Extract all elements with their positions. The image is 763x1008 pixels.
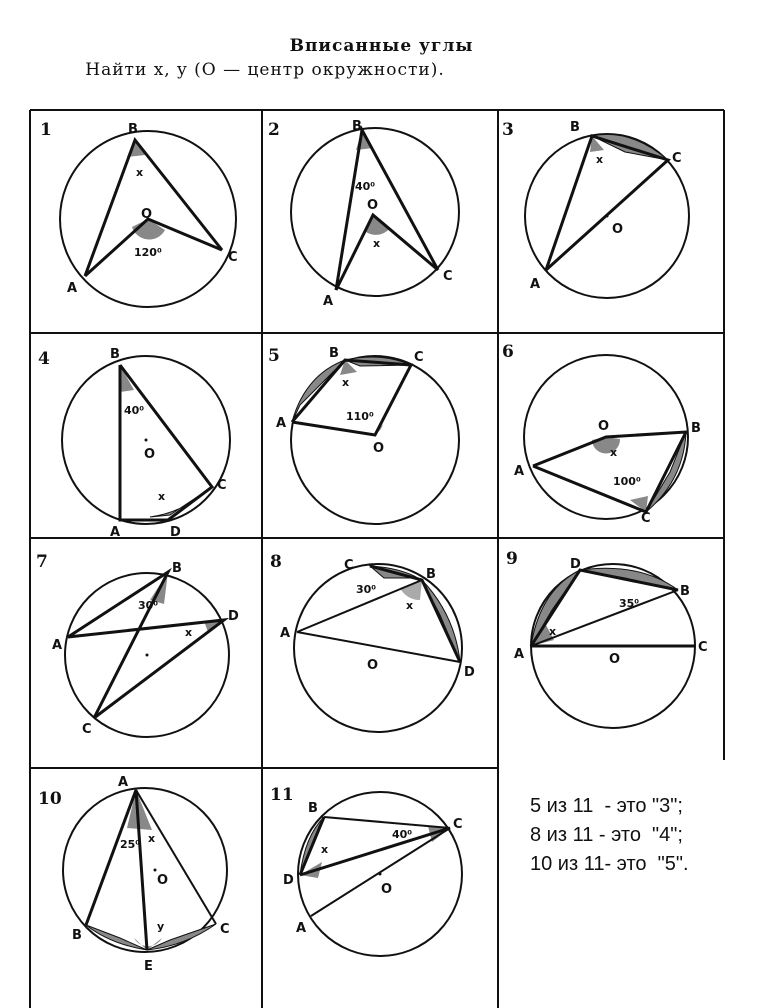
figure-2 — [268, 119, 459, 309]
angle-x-label: x — [342, 376, 350, 389]
vertex-label-b: B — [128, 122, 138, 137]
given-angle-label: 120⁰ — [134, 246, 162, 259]
vertex-label-d: D — [570, 557, 581, 572]
given-angle-label: 40⁰ — [355, 180, 376, 193]
vertex-label-a: A — [323, 294, 334, 309]
figure-1 — [40, 120, 238, 307]
vertex-label-a: A — [530, 277, 541, 292]
center-label-o: O — [144, 447, 156, 462]
vertex-label-c: C — [453, 817, 463, 832]
grading-note: 5 из 11 - это "3"; — [530, 795, 683, 817]
figure-number: 2 — [268, 120, 280, 140]
given-angle-label: 40⁰ — [392, 828, 413, 841]
vertex-label-c: C — [443, 269, 453, 284]
figure-9 — [506, 549, 708, 728]
figure-8 — [270, 552, 475, 732]
given-angle-label: 30⁰ — [138, 599, 159, 612]
vertex-label-b: B — [172, 561, 182, 576]
vertex-label-b: B — [72, 928, 82, 943]
vertex-label-c: C — [698, 640, 708, 655]
given-angle-label: 100⁰ — [613, 475, 641, 488]
center-label-o: O — [157, 873, 169, 888]
angle-x-label: x — [136, 166, 144, 179]
page-title: Вписанные углы — [289, 36, 474, 56]
vertex-label-c: C — [228, 250, 238, 265]
center-label-o: O — [373, 441, 385, 456]
center-label-o: O — [598, 419, 610, 434]
vertex-label-b: B — [691, 421, 701, 436]
vertex-label-e: E — [144, 959, 153, 974]
task-statement: Найти x, y (O — центр окружности). — [85, 60, 445, 80]
vertex-label-b: B — [110, 347, 120, 362]
figure-5 — [268, 346, 459, 524]
vertex-label-a: A — [118, 775, 129, 790]
vertex-label-d: D — [464, 665, 475, 680]
angle-x-label: x — [148, 832, 156, 845]
center-label-o: O — [367, 658, 379, 673]
vertex-label-c: C — [414, 350, 424, 365]
vertex-label-b: B — [426, 567, 436, 582]
vertex-label-a: A — [514, 464, 525, 479]
center-label-o: O — [141, 207, 153, 222]
center-label-o: O — [367, 198, 379, 213]
figure-number: 1 — [40, 120, 52, 140]
grading-note: 8 из 11 - это "4"; — [530, 824, 683, 846]
grading-note: 10 из 11- это "5". — [530, 853, 689, 875]
vertex-label-b: B — [308, 801, 318, 816]
angle-x-label: x — [321, 843, 329, 856]
vertex-label-a: A — [280, 626, 291, 641]
vertex-label-b: B — [680, 584, 690, 599]
figure-7 — [36, 552, 239, 737]
figure-number: 11 — [270, 785, 294, 805]
vertex-label-d: D — [170, 525, 181, 540]
vertex-label-a: A — [67, 281, 78, 296]
angle-y-label: y — [157, 920, 165, 933]
center-label-o: O — [381, 882, 393, 897]
vertex-label-c: C — [344, 558, 354, 573]
angle-x-label: x — [549, 625, 557, 638]
angle-x-label: x — [596, 153, 604, 166]
given-angle-label: 40⁰ — [124, 404, 145, 417]
given-angle-label: 35⁰ — [619, 597, 640, 610]
vertex-label-a: A — [276, 416, 287, 431]
figure-number: 8 — [270, 552, 282, 572]
grading-notes — [530, 792, 689, 879]
vertex-label-b: B — [329, 346, 339, 361]
center-label-o: O — [612, 222, 624, 237]
figure-number: 5 — [268, 346, 280, 366]
angle-x-label: x — [610, 446, 618, 459]
vertex-label-c: C — [641, 511, 651, 526]
given-angle-label: 110⁰ — [346, 410, 374, 423]
given-angle-label: 25⁰ — [120, 838, 141, 851]
figure-6 — [502, 342, 701, 526]
figure-number: 6 — [502, 342, 514, 362]
figure-number: 4 — [38, 349, 50, 369]
figure-3 — [502, 120, 689, 298]
figure-4 — [38, 347, 230, 540]
vertex-label-c: C — [220, 922, 230, 937]
vertex-label-a: A — [296, 921, 307, 936]
figure-10 — [38, 775, 230, 974]
vertex-label-c: C — [217, 478, 227, 493]
angle-x-label: x — [185, 626, 193, 639]
angle-x-label: x — [373, 237, 381, 250]
angle-x-label: x — [158, 490, 166, 503]
vertex-label-c: C — [672, 151, 682, 166]
center-label-o: O — [609, 652, 621, 667]
given-angle-label: 30⁰ — [356, 583, 377, 596]
vertex-label-d: D — [283, 873, 294, 888]
figure-11 — [270, 785, 463, 956]
figure-number: 3 — [502, 120, 514, 140]
vertex-label-b: B — [570, 120, 580, 135]
vertex-label-a: A — [110, 525, 121, 540]
vertex-label-a: A — [52, 638, 63, 653]
figure-number: 9 — [506, 549, 518, 569]
figure-number: 7 — [36, 552, 48, 572]
vertex-label-b: B — [352, 119, 362, 134]
vertex-label-a: A — [514, 647, 525, 662]
angle-x-label: x — [406, 599, 414, 612]
vertex-label-c: C — [82, 722, 92, 737]
figure-number: 10 — [38, 789, 62, 809]
vertex-label-d: D — [228, 609, 239, 624]
